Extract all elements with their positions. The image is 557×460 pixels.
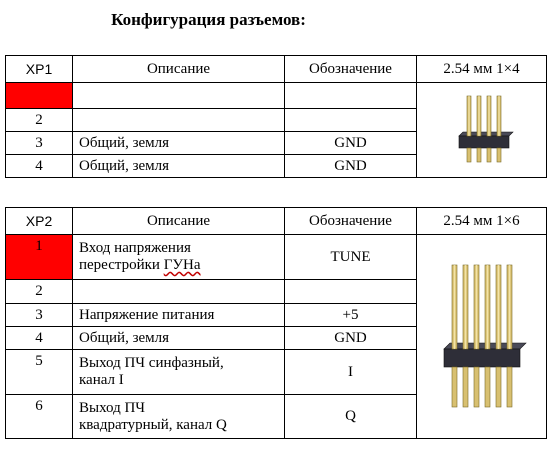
xp2-header-description: Описание bbox=[73, 208, 285, 235]
pin-shine bbox=[464, 265, 466, 349]
xp1-header-package: 2.54 мм 1×4 bbox=[417, 56, 547, 83]
table-row bbox=[6, 83, 547, 109]
pin-number: 4 bbox=[6, 327, 73, 350]
pin-description-line2: квадратурный, канал Q bbox=[79, 416, 227, 433]
housing-body bbox=[444, 349, 520, 367]
pin-description: Общий, земля bbox=[73, 132, 285, 155]
pin-shine bbox=[475, 265, 477, 349]
xp2-header-connector: XP2 bbox=[6, 208, 73, 235]
pin-description bbox=[73, 280, 285, 304]
pin-description bbox=[73, 109, 285, 132]
pin-signal bbox=[285, 83, 417, 109]
pin-signal: GND bbox=[285, 132, 417, 155]
pin-shine bbox=[508, 265, 510, 349]
pin-description-line2: канал I bbox=[79, 372, 124, 388]
pin-lower bbox=[477, 148, 481, 162]
pin-lower bbox=[474, 367, 479, 407]
xp1-header-designation: Обозначение bbox=[285, 56, 417, 83]
pin-number: 2 bbox=[6, 280, 73, 304]
pin-lower bbox=[487, 148, 491, 162]
pin-signal bbox=[285, 280, 417, 304]
pin-lower bbox=[497, 148, 501, 162]
pin-lower bbox=[507, 367, 512, 407]
xp1-header-row bbox=[6, 56, 547, 83]
xp1-table bbox=[5, 55, 547, 178]
pin-description-line2: перестройки ГУНа bbox=[79, 257, 201, 273]
pin-number: 3 bbox=[6, 132, 73, 155]
pin-description: Напряжение питания bbox=[73, 304, 285, 327]
pin-shine bbox=[497, 265, 499, 349]
pin-shine bbox=[498, 96, 499, 136]
pin-description bbox=[73, 395, 285, 439]
pin-signal: Q bbox=[285, 395, 417, 439]
pin-shine bbox=[468, 96, 469, 136]
pin-number: 5 bbox=[6, 350, 73, 395]
pin-signal: +5 bbox=[285, 304, 417, 327]
pin-header-1x6-icon bbox=[430, 257, 534, 417]
xp1-image-cell bbox=[417, 83, 547, 178]
xp2-header-designation: Обозначение bbox=[285, 208, 417, 235]
housing-body bbox=[459, 136, 509, 148]
pin-lower bbox=[452, 367, 457, 407]
pin-description bbox=[73, 235, 285, 280]
pin-description: Общий, земля bbox=[73, 327, 285, 350]
pin-description-line1: Выход ПЧ bbox=[79, 399, 146, 416]
xp1-header-description: Описание bbox=[73, 56, 285, 83]
xp2-table bbox=[5, 207, 547, 439]
pin-shine bbox=[488, 96, 489, 136]
pin-signal bbox=[285, 109, 417, 132]
pin-number: 3 bbox=[6, 304, 73, 327]
xp1-header-connector: XP1 bbox=[6, 56, 73, 83]
pin-number: 2 bbox=[6, 109, 73, 132]
pin-number: 4 bbox=[6, 155, 73, 178]
xp2-image-cell bbox=[417, 235, 547, 439]
pin-signal: I bbox=[285, 350, 417, 395]
pin-header-1x4-icon bbox=[447, 90, 517, 170]
pin-signal: TUNE bbox=[285, 235, 417, 280]
pin-signal: GND bbox=[285, 155, 417, 178]
pin-lower bbox=[467, 148, 471, 162]
table-row bbox=[6, 235, 547, 280]
pin-signal: GND bbox=[285, 327, 417, 350]
pin-number-highlighted bbox=[6, 83, 73, 109]
pin-shine bbox=[478, 96, 479, 136]
pin-lower bbox=[485, 367, 490, 407]
pin-number-highlighted: 1 bbox=[6, 235, 73, 280]
spellcheck-underlined-word: ГУНа bbox=[163, 257, 201, 273]
pin-description-line1: Вход напряжения bbox=[79, 240, 191, 256]
pin-shine bbox=[453, 265, 455, 349]
page-title: Конфигурация разъемов: bbox=[111, 10, 306, 29]
xp2-header-package: 2.54 мм 1×6 bbox=[417, 208, 547, 235]
pin-description bbox=[73, 350, 285, 395]
xp2-header-row bbox=[6, 208, 547, 235]
pin-description: Общий, земля bbox=[73, 155, 285, 178]
pin-lower bbox=[496, 367, 501, 407]
pin-shine bbox=[486, 265, 488, 349]
pin-lower bbox=[463, 367, 468, 407]
pin-number: 6 bbox=[6, 395, 73, 439]
pin-description-line1: Выход ПЧ синфазный, bbox=[79, 355, 224, 371]
pin-description bbox=[73, 83, 285, 109]
